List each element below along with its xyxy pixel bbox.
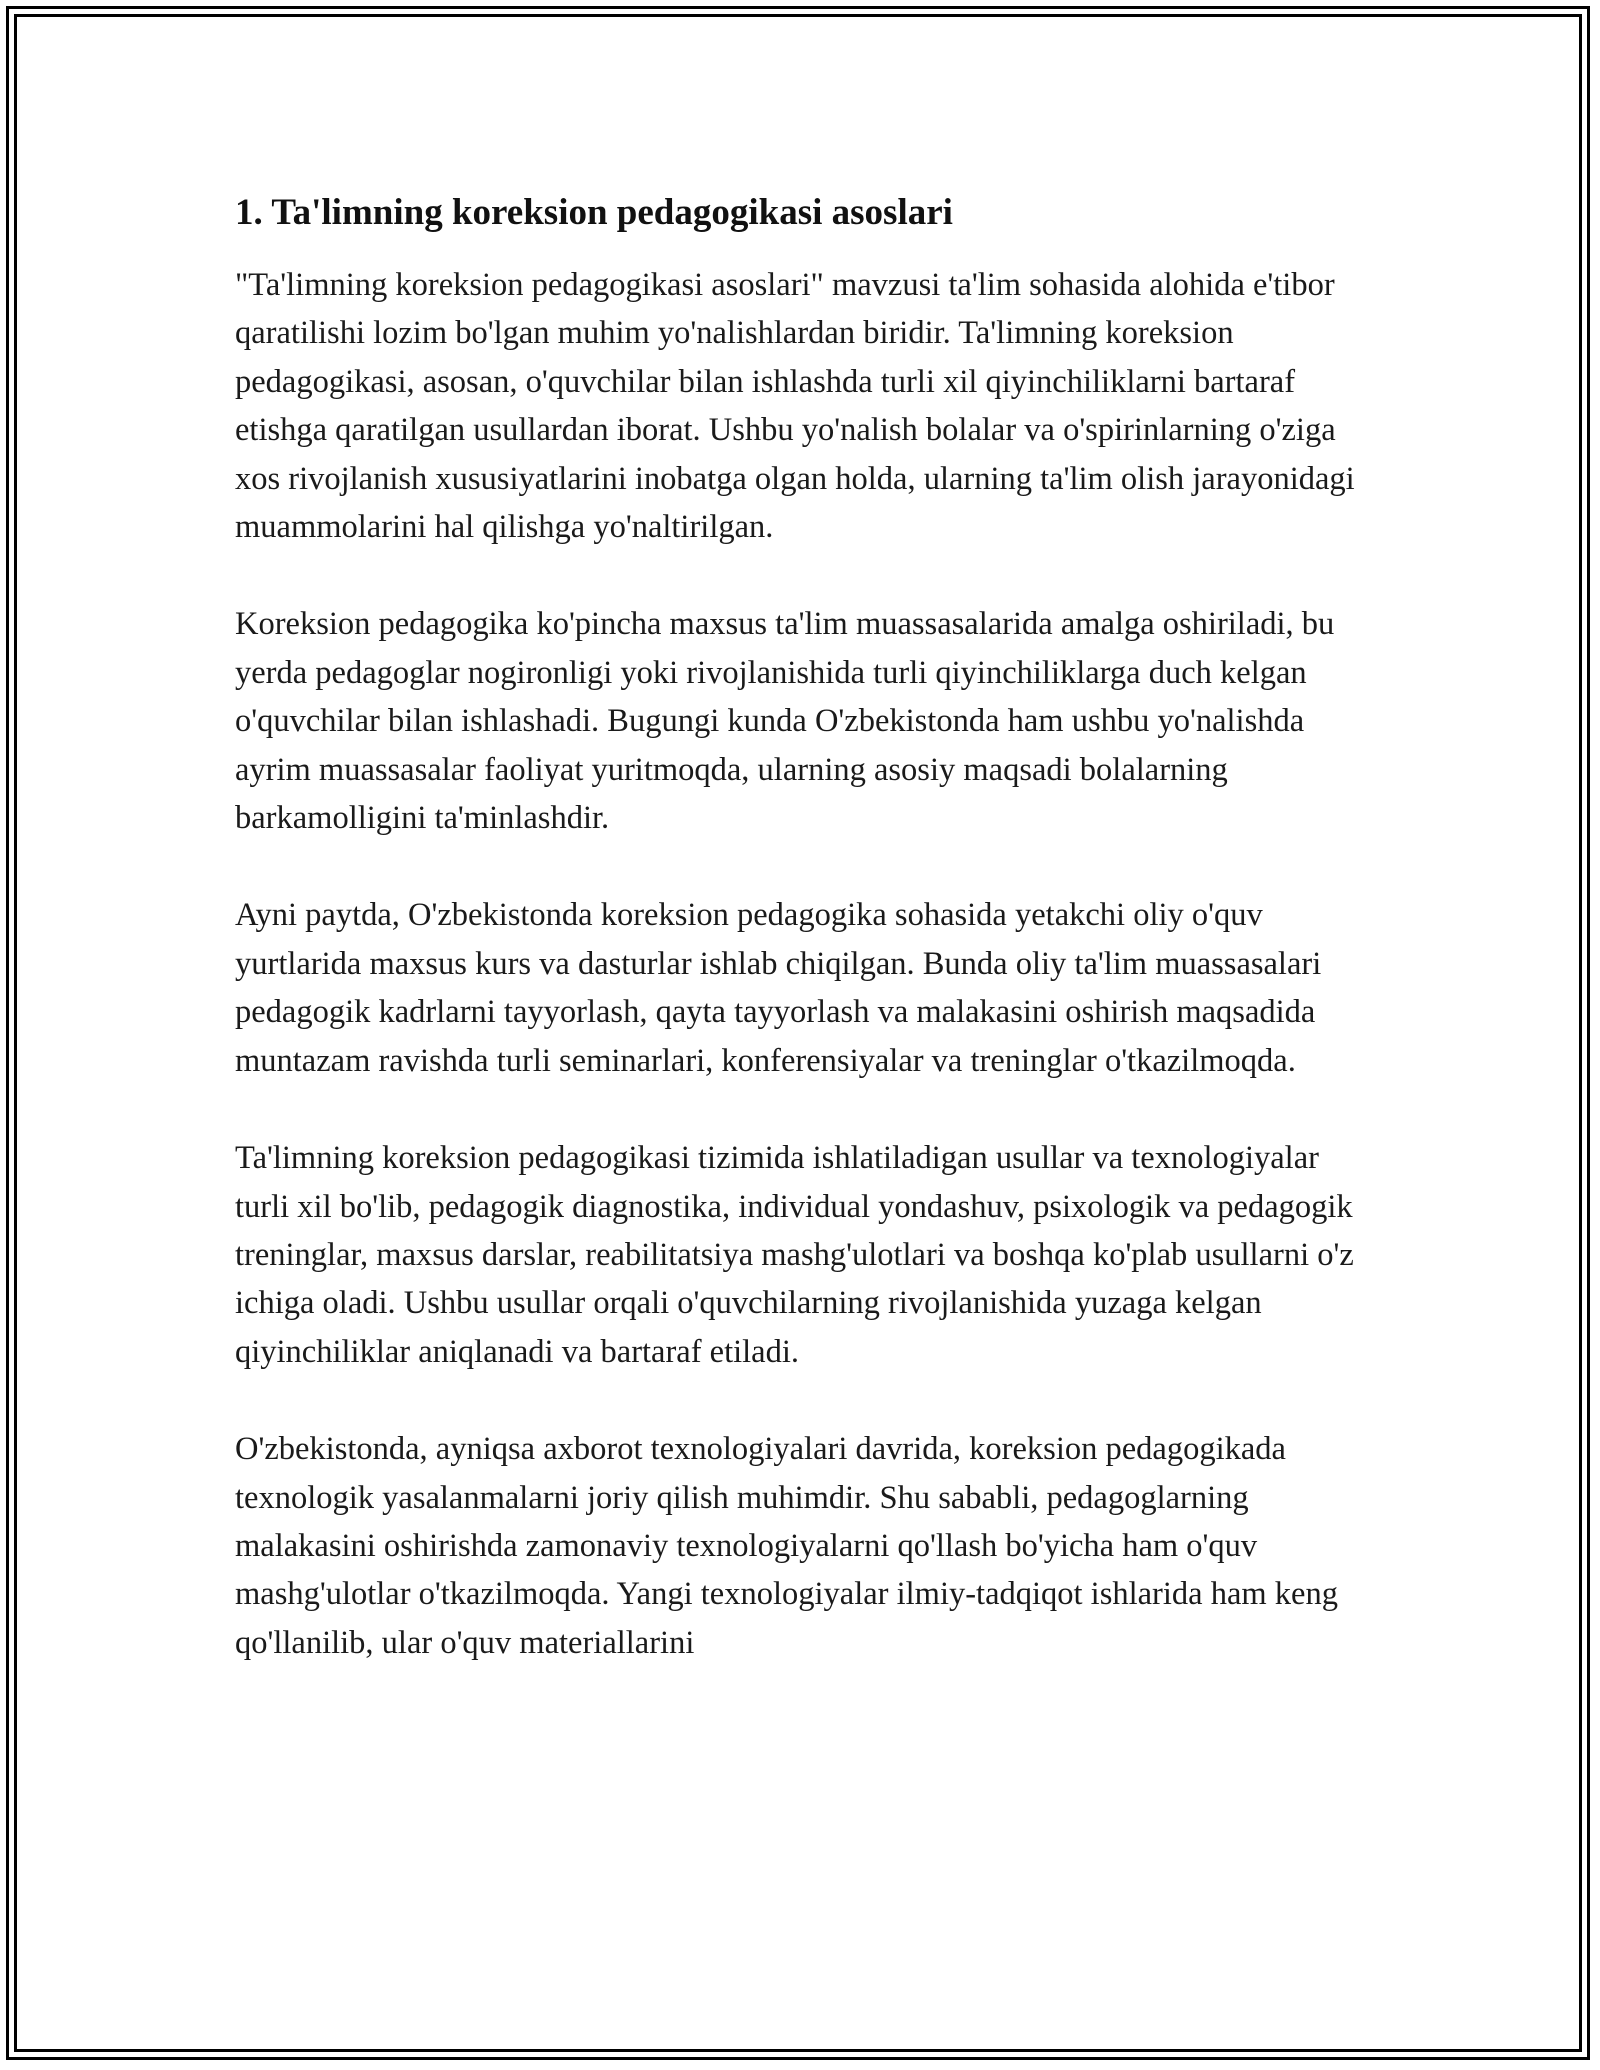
- paragraph-3: Ayni paytda, O'zbekistonda koreksion pedagogika sohasida yetakchi oliy o'quv yurtlarida maxsus kurs va dasturlar ishlab chiqilgan. Bunda oliy ta'lim muassasalari pedagogik kadrlarni tayyorlash, qayta tayyorlash va malakasini oshirish maqsadida muntazam ravishda turli seminarlari, konferensiyalar va treninglar o'tkazilmoqda.: [235, 897, 1322, 1079]
- paragraph-1: "Ta'limning koreksion pedagogikasi asoslari" mavzusi ta'lim sohasida alohida e'tibor qaratilishi lozim bo'lgan muhim yo'nalishlardan biridir. Ta'limning koreksion pedagogikasi, asosan, o'quvchilar bilan ishlashda turli xil qiyinchiliklarni bartaraf etishga qaratilgan usullardan iborat. Ushbu yo'nalish bolalar va o'spirinlarning o'ziga xos rivojlanish xususiyatlarini inobatga olgan holda, ularning ta'lim olish jarayonidagi muammolarini hal qilishga yo'naltirilgan.: [235, 267, 1355, 546]
- document-content: [235, 183, 1365, 1716]
- section-heading: 1. Ta'limning koreksion pedagogikasi asoslari: [235, 192, 953, 233]
- paragraph-2: Koreksion pedagogika ko'pincha maxsus ta'lim muassasalarida amalga oshiriladi, bu yerda pedagoglar nogironligi yoki rivojlanishida turli qiyinchiliklarga duch kelgan o'quvchilar bilan ishlashadi. Bugungi kunda O'zbekistonda ham ushbu yo'nalishda ayrim muassasalar faoliyat yuritmoqda, ularning asosiy maqsadi bolalarning barkamolligini ta'minlashdir.: [235, 606, 1335, 837]
- paragraph-4: Ta'limning koreksion pedagogikasi tizimida ishlatiladigan usullar va texnologiyalar turli xil bo'lib, pedagogik diagnostika, individual yondashuv, psixologik va pedagogik treninglar, maxsus darslar, reabilitatsiya mashg'ulotlari va boshqa ko'plab usullarni o'z ichiga oladi. Ushbu usullar orqali o'quvchilarning rivojlanishida yuzaga kelgan qiyinchiliklar aniqlanadi va bartaraf etiladi.: [235, 1140, 1354, 1370]
- paragraph-5: O'zbekistonda, ayniqsa axborot texnologiyalari davrida, koreksion pedagogikada texnologik yasalanmalarni joriy qilish muhimdir. Shu sababli, pedagoglarning malakasini oshirishda zamonaviy texnologiyalarni qo'llash bo'yicha ham o'quv mashg'ulotlar o'tkazilmoqda. Yangi texnologiyalar ilmiy-tadqiqot ishlarida ham keng qo'llanilib, ular o'quv materiallarini: [235, 1431, 1338, 1661]
